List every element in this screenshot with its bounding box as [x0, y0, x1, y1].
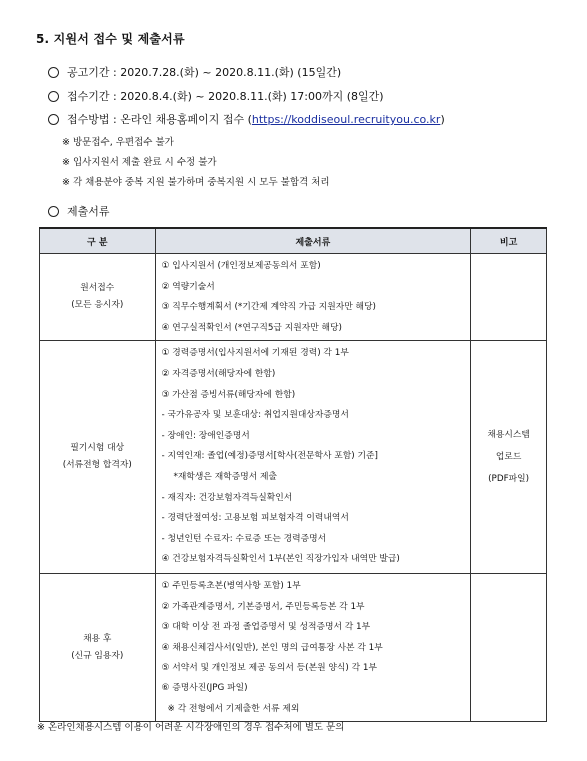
- table-header-row: [40, 228, 547, 254]
- category-label: 채용 후: [83, 633, 112, 644]
- list-item: ③ 가산점 증빙서류(해당자에 한함): [161, 389, 296, 400]
- list-item: - 장애인: 장애인증명서: [161, 430, 250, 441]
- category-label: 필기시험 대상: [70, 443, 125, 454]
- list-item: - 국가유공자 및 보훈대상: 취업지원대상자증명서: [161, 410, 349, 421]
- list-item: - 청년인턴 수료자: 수료증 또는 경력증명서: [161, 533, 327, 544]
- documents-heading-text: 제출서류: [67, 205, 110, 218]
- category-cell: [40, 254, 156, 341]
- header-remark: 비고: [471, 228, 547, 254]
- method-text: [67, 111, 445, 127]
- documents-heading: [48, 203, 110, 219]
- list-item: ※ 각 전형에서 기제출한 서류 제외: [167, 703, 300, 714]
- table-row: [40, 341, 547, 574]
- announce-period: [48, 64, 341, 80]
- receipt-period-text: 접수기간 : 2020.8.4.(화) ~ 2020.8.11.(화) 17:00까지 (8일간): [67, 90, 384, 103]
- circle-bullet-icon: [48, 91, 59, 102]
- recruit-homepage-link[interactable]: https://koddiseoul.recruityou.co.kr: [251, 113, 441, 126]
- header-documents: 제출서류: [155, 228, 471, 254]
- list-item: ③ 직무수행계획서 (*기간제 계약직 가급 지원자만 해당): [161, 302, 376, 313]
- list-item: ② 역량기술서: [161, 281, 215, 292]
- list-item: ⑥ 증명사진(JPG 파일): [161, 683, 248, 694]
- category-cell: [40, 341, 156, 574]
- remark-line: 채용시스템: [487, 430, 530, 441]
- list-item: ③ 대학 이상 전 과정 졸업증명서 및 성적증명서 각 1부: [161, 622, 371, 633]
- list-item: ① 경력증명서(입사지원서에 기재된 경력) 각 1부: [161, 348, 349, 359]
- list-item: - 지역인재: 졸업(예정)증명서[학사(전문학사 포함) 기준]: [161, 451, 378, 462]
- documents-cell: [155, 341, 471, 574]
- announce-period-text: 공고기간 : 2020.7.28.(화) ~ 2020.8.11.(화) (15일간): [67, 66, 342, 79]
- section-title: 5. 지원서 접수 및 제출서류: [36, 32, 185, 46]
- note-no-edit: ※ 입사지원서 제출 완료 시 수정 불가: [62, 157, 217, 168]
- note-no-visit: ※ 방문접수, 우편접수 불가: [62, 137, 174, 148]
- documents-cell: [155, 254, 471, 341]
- list-item: - 재직자: 건강보험자격득실확인서: [161, 492, 293, 503]
- list-item: ① 주민등록초본(병역사항 포함) 1부: [161, 581, 301, 592]
- note-no-duplicate: ※ 각 채용분야 중복 지원 불가하며 중복지원 시 모두 불합격 처리: [62, 177, 330, 188]
- category-sublabel: (신규 임용자): [71, 650, 124, 661]
- category-label: 원서접수: [80, 283, 115, 294]
- remark-cell: [471, 574, 547, 722]
- list-item: *재학생은 재학증명서 제출: [173, 471, 277, 482]
- method-prefix: 접수방법 : 온라인 채용홈페이지 접수 (: [67, 113, 252, 126]
- remark-line: 업로드: [495, 452, 522, 463]
- category-sublabel: (모든 응시자): [71, 300, 124, 311]
- list-item: ② 자격증명서(해당자에 한함): [161, 368, 276, 379]
- remark-line: (PDF파일): [488, 474, 530, 485]
- list-item: ⑤ 서약서 및 개인정보 제공 동의서 등(본원 양식) 각 1부: [161, 662, 378, 673]
- application-method: [48, 111, 445, 127]
- method-suffix: ): [440, 113, 445, 126]
- circle-bullet-icon: [48, 206, 59, 217]
- list-item: ④ 연구실적확인서 (*연구직5급 지원자만 해당): [161, 322, 342, 333]
- circle-bullet-icon: [48, 114, 59, 125]
- circle-bullet-icon: [48, 67, 59, 78]
- list-item: ① 입사지원서 (개인정보제공동의서 포함): [161, 261, 321, 271]
- category-cell: [40, 574, 156, 722]
- list-item: - 경력단절여성: 고용보험 피보험자격 이력내역서: [161, 513, 349, 524]
- list-item: ② 가족관계증명서, 기본증명서, 주민등록등본 각 1부: [161, 601, 365, 612]
- receipt-period: [48, 88, 384, 104]
- footer-note: ※ 온라인채용시스템 이용이 어려운 시각장애인의 경우 접수처에 별도 문의: [37, 722, 345, 733]
- documents-table: [39, 227, 547, 722]
- remark-cell: [471, 254, 547, 341]
- list-item: ④ 건강보험자격득실확인서 1부(본인 직장가입자 내역만 발급): [161, 554, 400, 565]
- list-item: ④ 채용신체검사서(일반), 본인 명의 급여통장 사본 각 1부: [161, 642, 383, 653]
- category-sublabel: (서류전형 합격자): [62, 460, 132, 471]
- header-category: 구 분: [40, 228, 156, 254]
- table-row: [40, 254, 547, 341]
- table-row: [40, 574, 547, 722]
- remark-cell: [471, 341, 547, 574]
- documents-cell: [155, 574, 471, 722]
